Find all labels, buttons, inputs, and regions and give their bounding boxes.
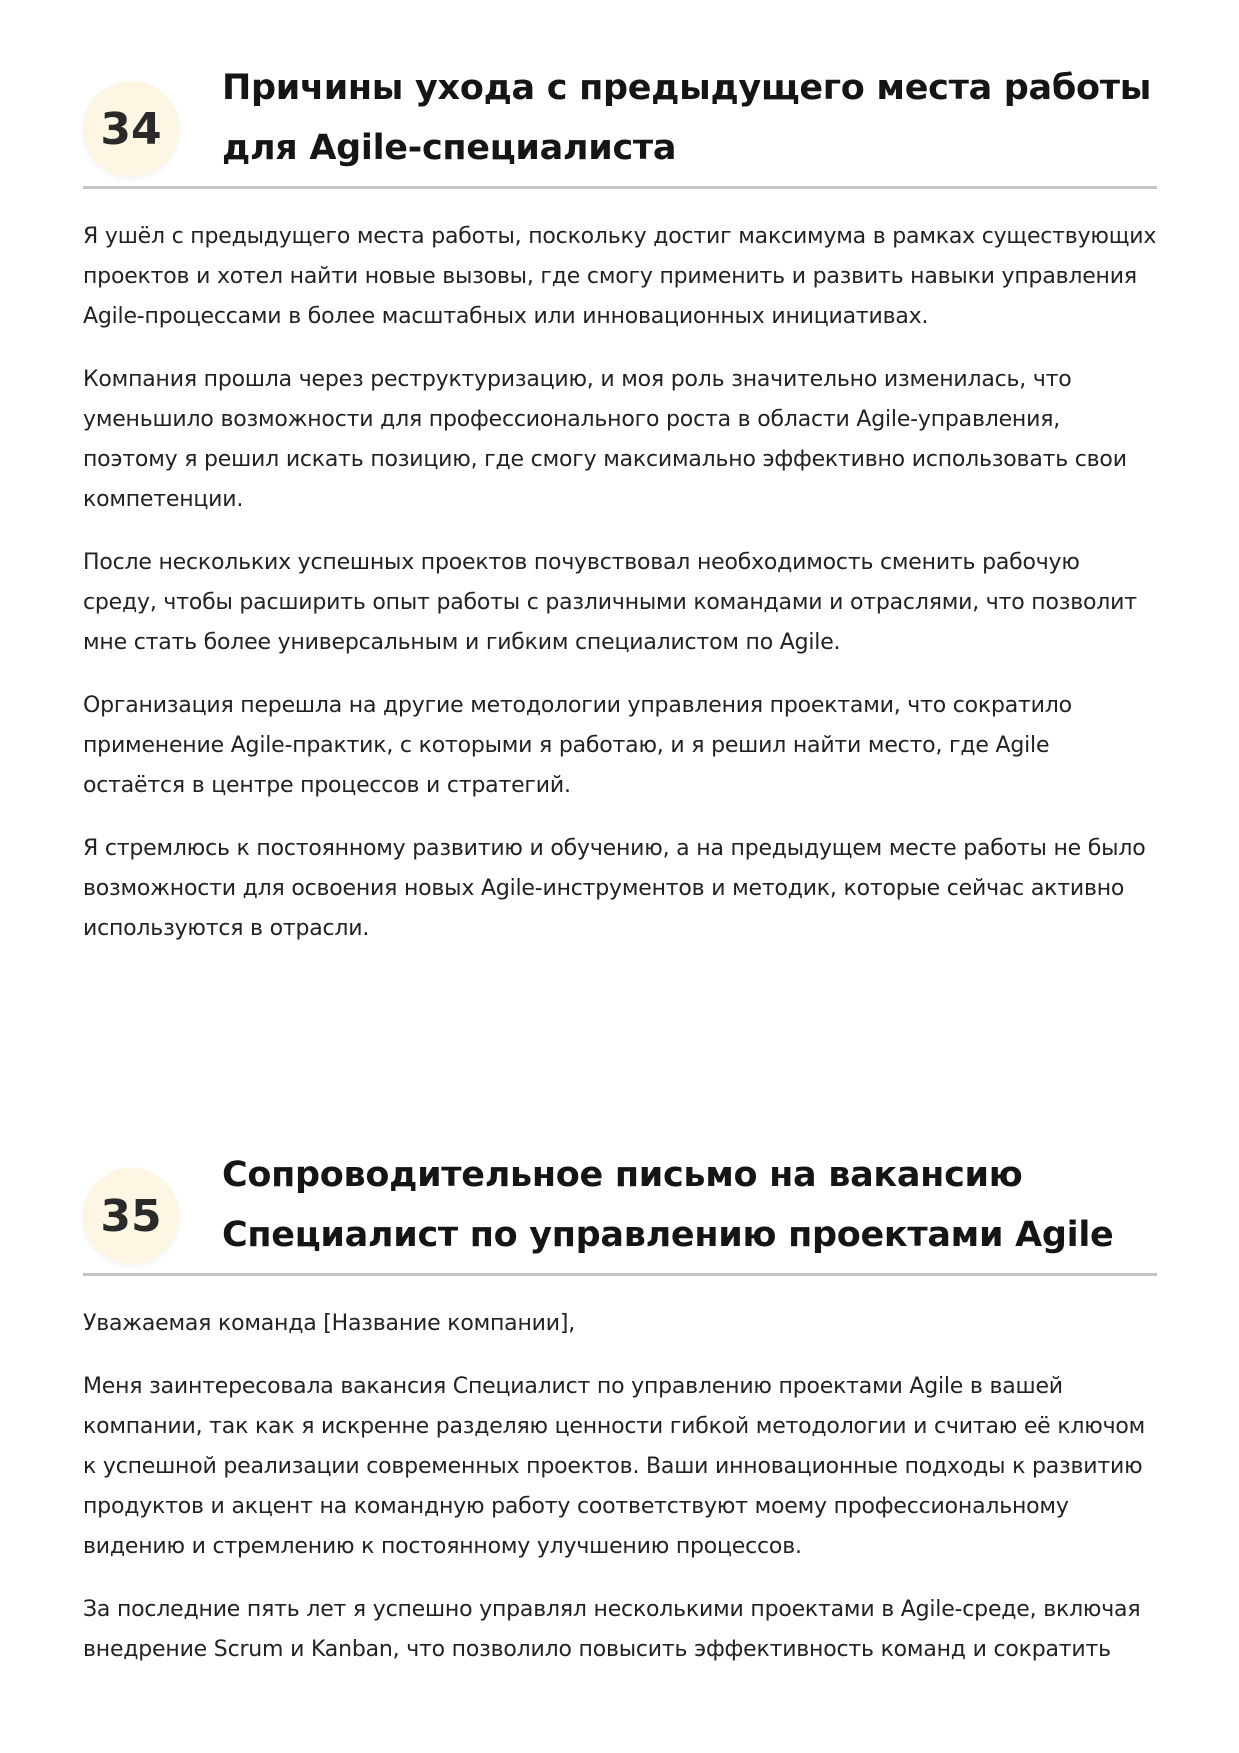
paragraph: Меня заинтересовала вакансия Специалист по управлению проектами Agile в вашей компании, так как я искренне разделяю ценности гибкой методологии и считаю её ключом к успешной реализации современных проектов. Ваши инновационные подходы к развитию продуктов и акцент на командную работу соответствуют моему профессиональному видению и стремлению к постоянному улучшению процессов. [83,1374,1146,1559]
section-header [83,1143,1157,1276]
paragraph: После нескольких успешных проектов почувствовал необходимость сменить рабочую среду, чтобы расширить опыт работы с различными командами и отраслями, что позволит мне стать более универсальным и гибким специалистом по Agile. [83,550,1137,655]
section-body [83,189,1157,949]
paragraph: Я стремлюсь к постоянному развитию и обучению, а на предыдущем месте работы не было возможности для освоения новых Agile-инструментов и методик, которые сейчас активно используются в отрасли. [83,836,1146,941]
paragraph: Уважаемая команда [Название компании], [83,1311,576,1336]
paragraph: Я ушёл с предыдущего места работы, поскольку достиг максимума в рамках существующих проектов и хотел найти новые вызовы, где смогу применить и развить навыки управления Agile-процессами в более масштабных или инновационных инициативах. [83,224,1157,329]
section-number-badge: 35 [83,1168,179,1264]
section-34 [83,56,1157,972]
paragraph: Организация перешла на другие методологии управления проектами, что сократило применение Agile-практик, с которыми я работаю, и я решил найти место, где Agile остаётся в центре процессов и стратегий. [83,693,1072,798]
section-header [83,56,1157,189]
paragraph: Компания прошла через реструктуризацию, и моя роль значительно изменилась, что уменьшило возможности для профессионального роста в области Agile-управления, поэтому я решил искать позицию, где смогу максимально эффективно использовать свои компетенции. [83,367,1127,512]
section-number-badge: 34 [83,81,179,177]
section-35 [83,1143,1157,1693]
section-body [83,1276,1157,1670]
section-title: Сопроводительное письмо на вакансию Специалист по управлению проектами Agile [222,1155,1114,1255]
section-title: Причины ухода с предыдущего места работы для Agile-специалиста [222,68,1152,168]
paragraph: За последние пять лет я успешно управлял несколькими проектами в Agile-среде, включая внедрение Scrum и Kanban, что позволило повысить эффективность команд и сократить [83,1597,1141,1662]
